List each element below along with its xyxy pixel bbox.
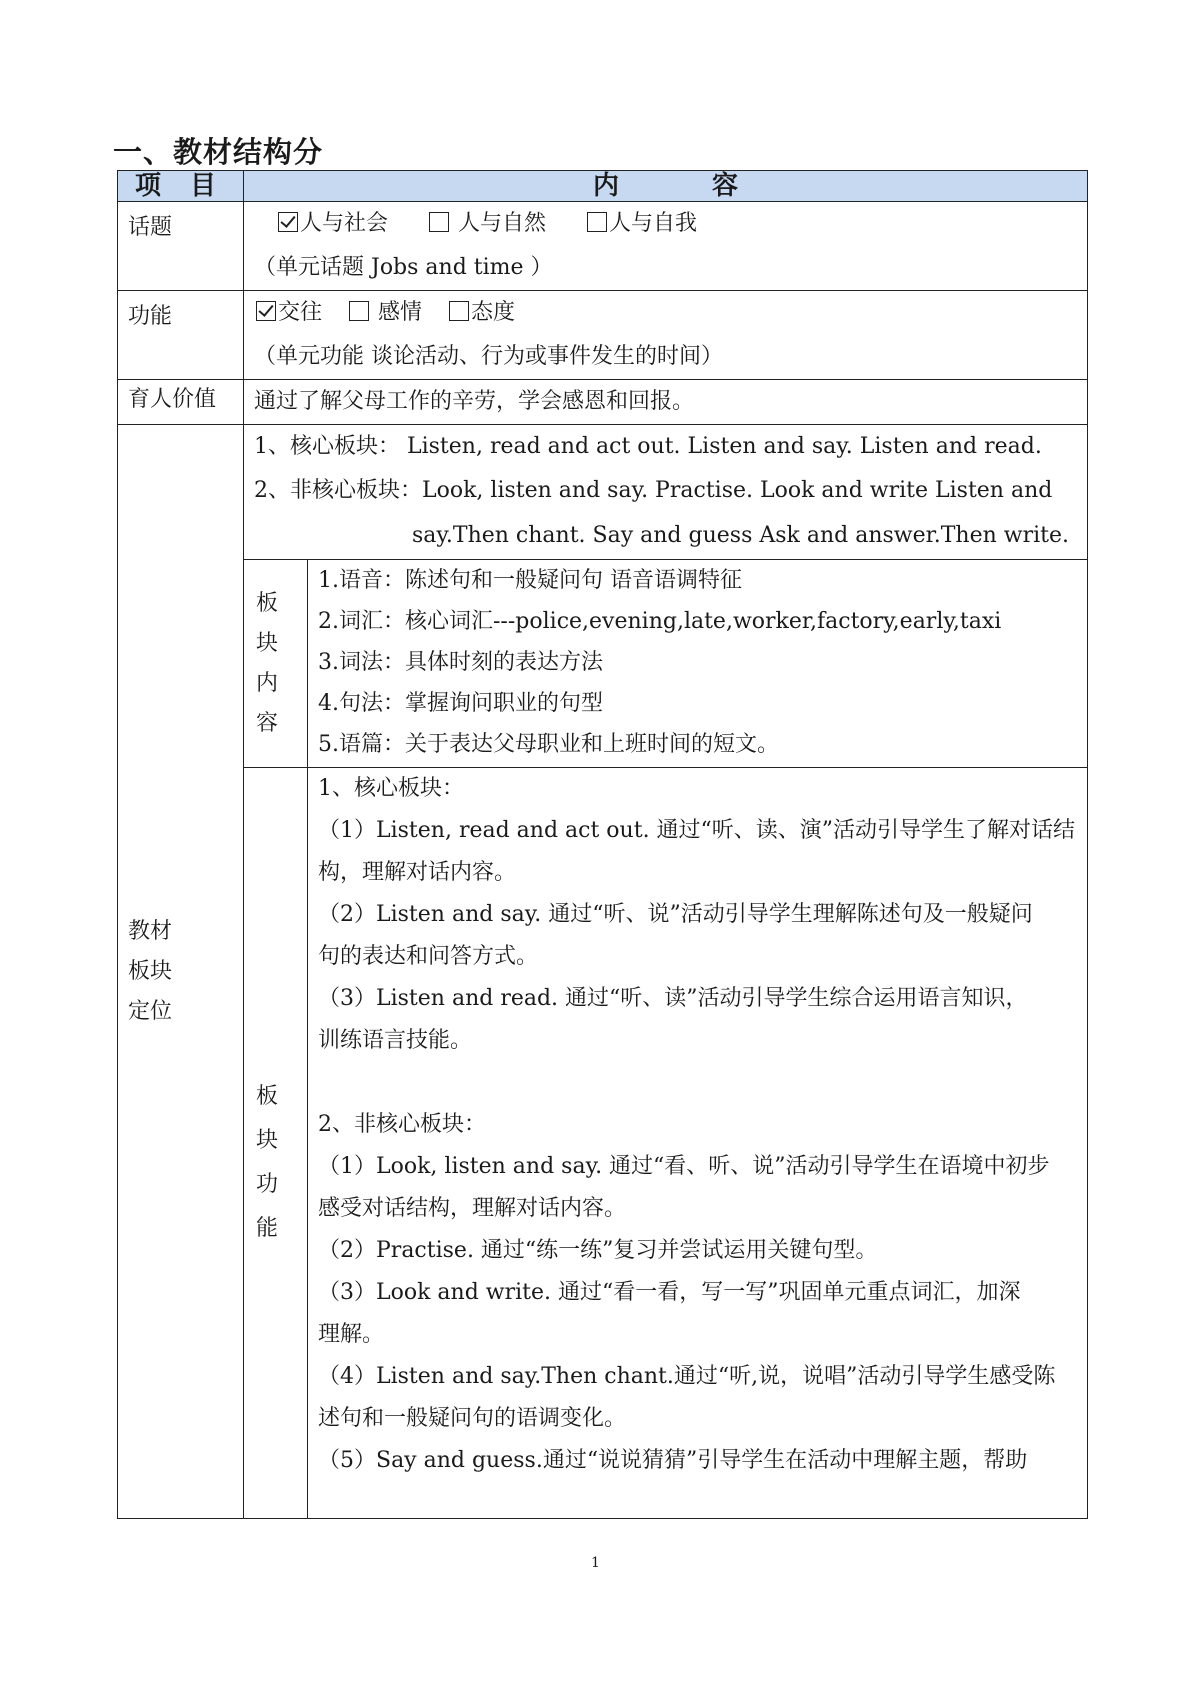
topic-cell [244,202,1088,291]
page-number: 1 [591,1555,600,1571]
modules-noncore-line: 2、非核心板块：Look, listen and say. Practise. Look and write Listen and [254,478,1053,503]
noncore-title: 2、非核心板块： [318,1112,486,1137]
list-item: 3.词法：具体时刻的表达方法 [318,650,603,675]
function-block-label: 板 块 功 能 [244,768,308,1519]
list-item: （5）Say and guess.通过“说说猜猜”引导学生在活动中理解主题，帮助 [318,1448,1028,1473]
list-item: （2）Practise. 通过“练一练”复习并尝试运用关键句型。 [318,1238,878,1263]
list-item: （1）Look, listen and say. 通过“看、听、说”活动引导学生在语境中初步 [318,1154,1050,1179]
function-option-attitude: 态度 [449,291,515,335]
positioning-label: 教材 板块 定位 [118,425,244,1519]
value-row [118,380,1088,425]
content-block-label: 板 块 内 容 [244,560,308,768]
function-options [254,291,1087,335]
topic-label: 话题 [118,202,244,291]
modules-noncore-line-cont: say.Then chant. Say and guess Ask and answer.Then write. [412,523,1069,548]
checked-box-icon [256,301,276,321]
empty-box-icon [449,301,469,321]
topic-note: （单元话题 Jobs and time ） [254,255,553,280]
section-heading: 一、教材结构分 [113,135,324,169]
core-title: 1、核心板块： [318,776,464,801]
value-text: 通过了解父母工作的辛劳，学会感恩和回报。 [244,380,1088,425]
topic-options [254,202,1087,246]
function-label: 功能 [118,291,244,380]
empty-box-icon [349,301,369,321]
function-note: （单元功能 谈论活动、行为或事件发生的时间） [254,344,723,369]
textbook-structure-table [117,170,1088,1519]
list-item: 训练语言技能。 [318,1028,473,1053]
list-item: （3）Listen and read. 通过“听、读”活动引导学生综合运用语言知识， [318,986,1028,1011]
function-block-row [118,768,1088,1519]
function-option-feeling: 感情 [349,291,422,335]
topic-option-nature: 人与自然 [429,202,546,246]
list-item: 2.词汇：核心词汇---police,evening,late,worker,factory,early,taxi [318,609,1002,634]
list-item: （1）Listen, read and act out. 通过“听、读、演”活动引导学生了解对话结 [318,818,1076,843]
list-item: （4）Listen and say.Then chant.通过“听,说，说唱”活动引导学生感受陈 [318,1364,1056,1389]
empty-box-icon [429,212,449,232]
function-option-communication: 交往 [256,291,322,335]
list-item: 理解。 [318,1322,385,1347]
topic-option-self: 人与自我 [587,202,697,246]
list-item: （3）Look and write. 通过“看一看，写一写”巩固单元重点词汇，加深 [318,1280,1021,1305]
list-item: 构，理解对话内容。 [318,860,517,885]
function-row [118,291,1088,380]
value-label: 育人价值 [118,380,244,425]
function-block-text [308,768,1088,1519]
list-item: 感受对话结构，理解对话内容。 [318,1196,627,1221]
modules-row [118,425,1088,560]
list-item: 述句和一般疑问句的语调变化。 [318,1406,627,1431]
list-item: 5.语篇：关于表达父母职业和上班时间的短文。 [318,732,779,757]
header-item: 项 目 [118,171,244,202]
function-cell [244,291,1088,380]
modules-core-line: 1、核心板块： Listen, read and act out. Listen and say. Listen and read. [254,434,1042,459]
list-item: 句的表达和问答方式。 [318,944,539,969]
table-header-row [118,171,1088,202]
topic-row [118,202,1088,291]
empty-box-icon [587,212,607,232]
modules-cell [244,425,1088,560]
list-item: （2）Listen and say. 通过“听、说”活动引导学生理解陈述句及一般疑问 [318,902,1033,927]
topic-option-society: 人与社会 [278,202,388,246]
content-block-items [308,560,1088,768]
list-item: 1.语音：陈述句和一般疑问句 语音语调特征 [318,568,742,593]
content-block-row [118,560,1088,768]
checked-box-icon [278,212,298,232]
header-content: 内 容 [244,171,1088,202]
list-item: 4.句法：掌握询问职业的句型 [318,691,603,716]
